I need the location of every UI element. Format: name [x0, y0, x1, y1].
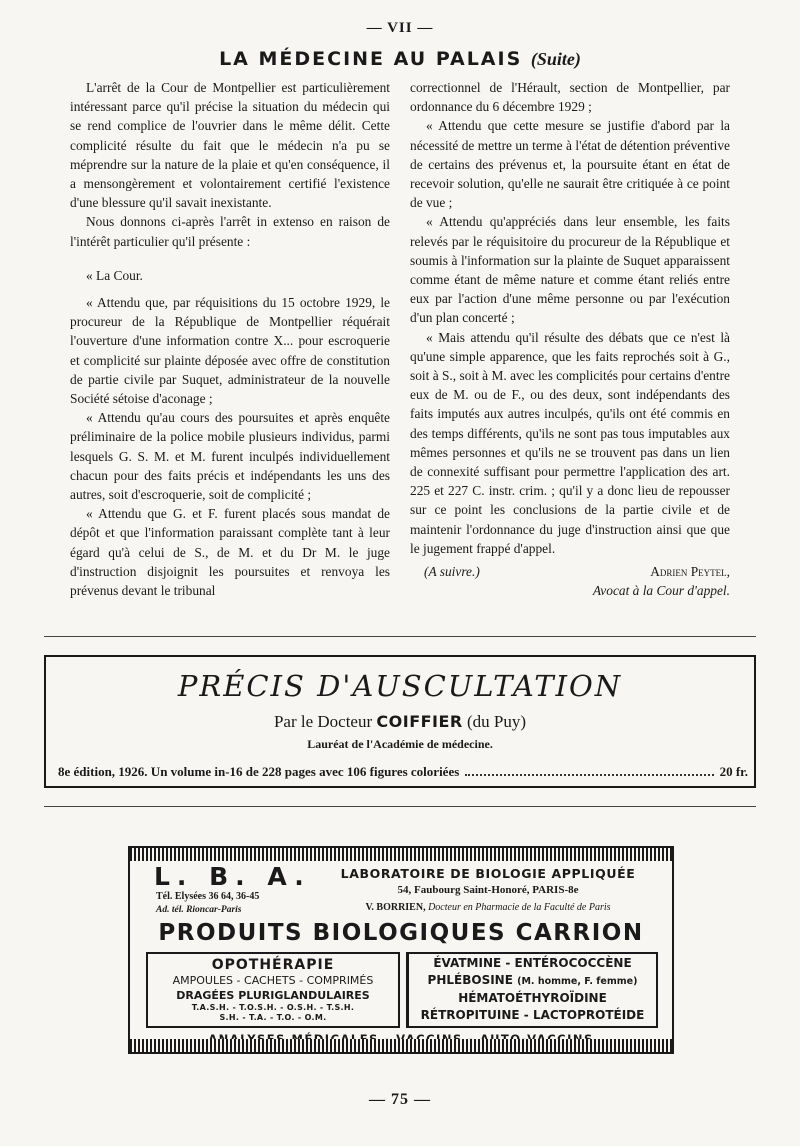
article-title-text: LA MÉDECINE AU PALAIS — [219, 48, 523, 70]
divider — [44, 636, 756, 637]
author-name: Adrien Peytel, — [650, 564, 730, 580]
left-column — [70, 78, 390, 600]
paragraph: correctionnel de l'Hérault, section de Montpellier, par ordonnance du 6 décembre 1929 ; — [410, 80, 730, 115]
decorative-bar — [130, 848, 672, 861]
product-line: AMPOULES - CACHETS - COMPRIMÉS — [172, 974, 374, 987]
ad-price: 20 fr. — [719, 764, 748, 779]
page-number: — 75 — — [369, 1091, 431, 1108]
a-suivre: (A suivre.) — [424, 564, 480, 580]
author — [593, 562, 730, 600]
product-line: ÉVATMINE - ENTÉROCOCCÈNE — [433, 956, 632, 970]
laboratory-address: 54, Faubourg Saint-Honoré, PARIS-8e — [397, 884, 579, 896]
ad-author-name: COIFFIER — [376, 712, 463, 731]
doctor-name: V. BORRIEN, — [365, 902, 426, 913]
product-note: (M. homme, F. femme) — [517, 976, 638, 987]
paragraph: « Attendu que, par réquisitions du 15 octobre 1929, le procureur de la République de Montpellier réquérait l'ouverture d'une information contre X... pour escroquerie et complicité sur plainte déposée avec offre de constitution de partie civile par Suquet, administrateur de la nouvelle Société sétoise d'aconage ; — [70, 295, 390, 407]
author-role: Avocat à la Cour d'appel. — [592, 583, 730, 599]
ad-author-prefix: Par le Docteur — [273, 712, 373, 731]
ad-edition-line — [58, 764, 748, 780]
products-box-right — [406, 952, 658, 1028]
leader-dots — [465, 774, 713, 776]
products-heading: PRODUITS BIOLOGIQUES CARRION — [158, 920, 644, 946]
paragraph: « Attendu qu'appréciés dans leur ensemble, les faits relevés par le réquisitoire du procureur de la République et soumis à l'information sur la plainte de Suquet apparaissent comme étant de même nature et comme étant reliés entre eux par l'action d'une même personne ou par l'exécution d'un plan concerté ; — [410, 214, 730, 326]
product-line: DRAGÉES PLURIGLANDULAIRES — [176, 989, 370, 1002]
product-line: T.A.S.H. - T.O.S.H. - O.S.H. - T.S.H. — [191, 1003, 355, 1012]
ad-book-title: PRÉCIS D'AUSCULTATION — [177, 669, 623, 703]
product-name: PHLÉBOSINE — [427, 973, 513, 987]
doctor-title: Docteur en Pharmacie de la Faculté de Paris — [428, 902, 611, 913]
lba-telegraph: Ad. tél. Rioncar-Paris — [156, 905, 242, 915]
advertisement-book — [44, 655, 756, 788]
ad-edition: 8e édition, 1926. Un volume in-16 de 228 pages avec 106 figures coloriées — [58, 764, 460, 779]
roman-page-number: — VII — — [366, 20, 434, 36]
paragraph: « La Cour. — [86, 267, 143, 283]
decorative-bar — [130, 1039, 672, 1052]
divider — [44, 806, 756, 807]
paragraph: Nous donnons ci-après l'arrêt in extenso en raison de l'intérêt particulier qu'il présente : — [70, 214, 390, 249]
product-line: RÉTROPITUINE - LACTOPROTÉIDE — [420, 1008, 645, 1022]
signature-block — [410, 562, 730, 600]
product-line: OPOTHÉRAPIE — [211, 957, 335, 973]
ad-laureat: Lauréat de l'Académie de médecine. — [307, 737, 493, 751]
article-title — [0, 48, 800, 70]
products-box-left — [146, 952, 400, 1028]
paragraph: « Mais attendu qu'il résulte des débats que ce n'est là qu'une simple apparence, que les faits reprochés soit à G., soit à S., soit à M. avec les complicités pour certains d'entre eux de M. ou de F., ou des deux, sont indépendants des faits imputés aux autres inculpés, qu'ils ont été commis en des temps différents, qu'ils ne sont pas tous imputables aux mêmes personnes et qu'ils ne se trouvent pas dans un lien de connexité suffisant pour permettre l'application des art. 225 et 227 C. instr. crim. ; qu'il y a donc lieu de repousser sur ce point les conclusions de la partie civile et de maintenir l'ordonnance du juge d'instruction ainsi que que le jugement frappé d'appel. — [410, 329, 730, 556]
right-column — [410, 78, 730, 600]
paragraph: « Attendu qu'au cours des poursuites et après enquête préliminaire de la police mobile plusieurs individus, parmi lesquels G. S. M. et M. furent inculpés individuellement chacun pour des faits précis et indépendants les uns des autres, soit d'escroquerie, soit de complicité ; — [70, 410, 390, 503]
product-line — [409, 972, 656, 990]
paragraph: « Attendu que cette mesure se justifie d'abord par la nécessité de mettre un terme à l'état de détention préventive de certains des prévenus et, la poursuite étant en état de recevoir solution, qu'elle ne saurait être critiquée à ce point de vue ; — [410, 118, 730, 211]
product-line: S.H. - T.A. - T.O. - O.M. — [219, 1013, 327, 1022]
article-title-suite: (Suite) — [530, 49, 581, 69]
laboratory-doctor — [306, 902, 670, 913]
lba-logo: L. B. A. — [154, 862, 311, 891]
paragraph: « Attendu que G. et F. furent placés sous mandat de dépôt et que l'information paraissant complète tant à leur égard qu'à celui de S., de M. et du Dr M. le juge d'instruction disjoignit les poursuites et renvoya les prévenus devant le tribunal — [70, 506, 390, 599]
ad-author-suffix: (du Puy) — [467, 712, 527, 731]
advertisement-laboratory — [128, 846, 674, 1054]
ad-book-author — [46, 712, 754, 732]
product-line: HÉMATOÉTHYROÏDINE — [458, 991, 607, 1005]
lba-telephone: Tél. Elysées 36 64, 36-45 — [156, 891, 260, 902]
laboratory-name: LABORATOIRE DE BIOLOGIE APPLIQUÉE — [340, 866, 636, 881]
paragraph: L'arrêt de la Cour de Montpellier est particulièrement intéressant parce qu'il précise la situation du médecin qui se rend complice de l'ouvrier dans le même délit. Cette complicité résulte du fait que le médecin n'a pu se méprendre sur la nature de la plaie et qu'en conséquence, il a mensongèrement et volontairement certifié l'existence d'une blessure qu'il savait inexistante. — [70, 80, 390, 211]
